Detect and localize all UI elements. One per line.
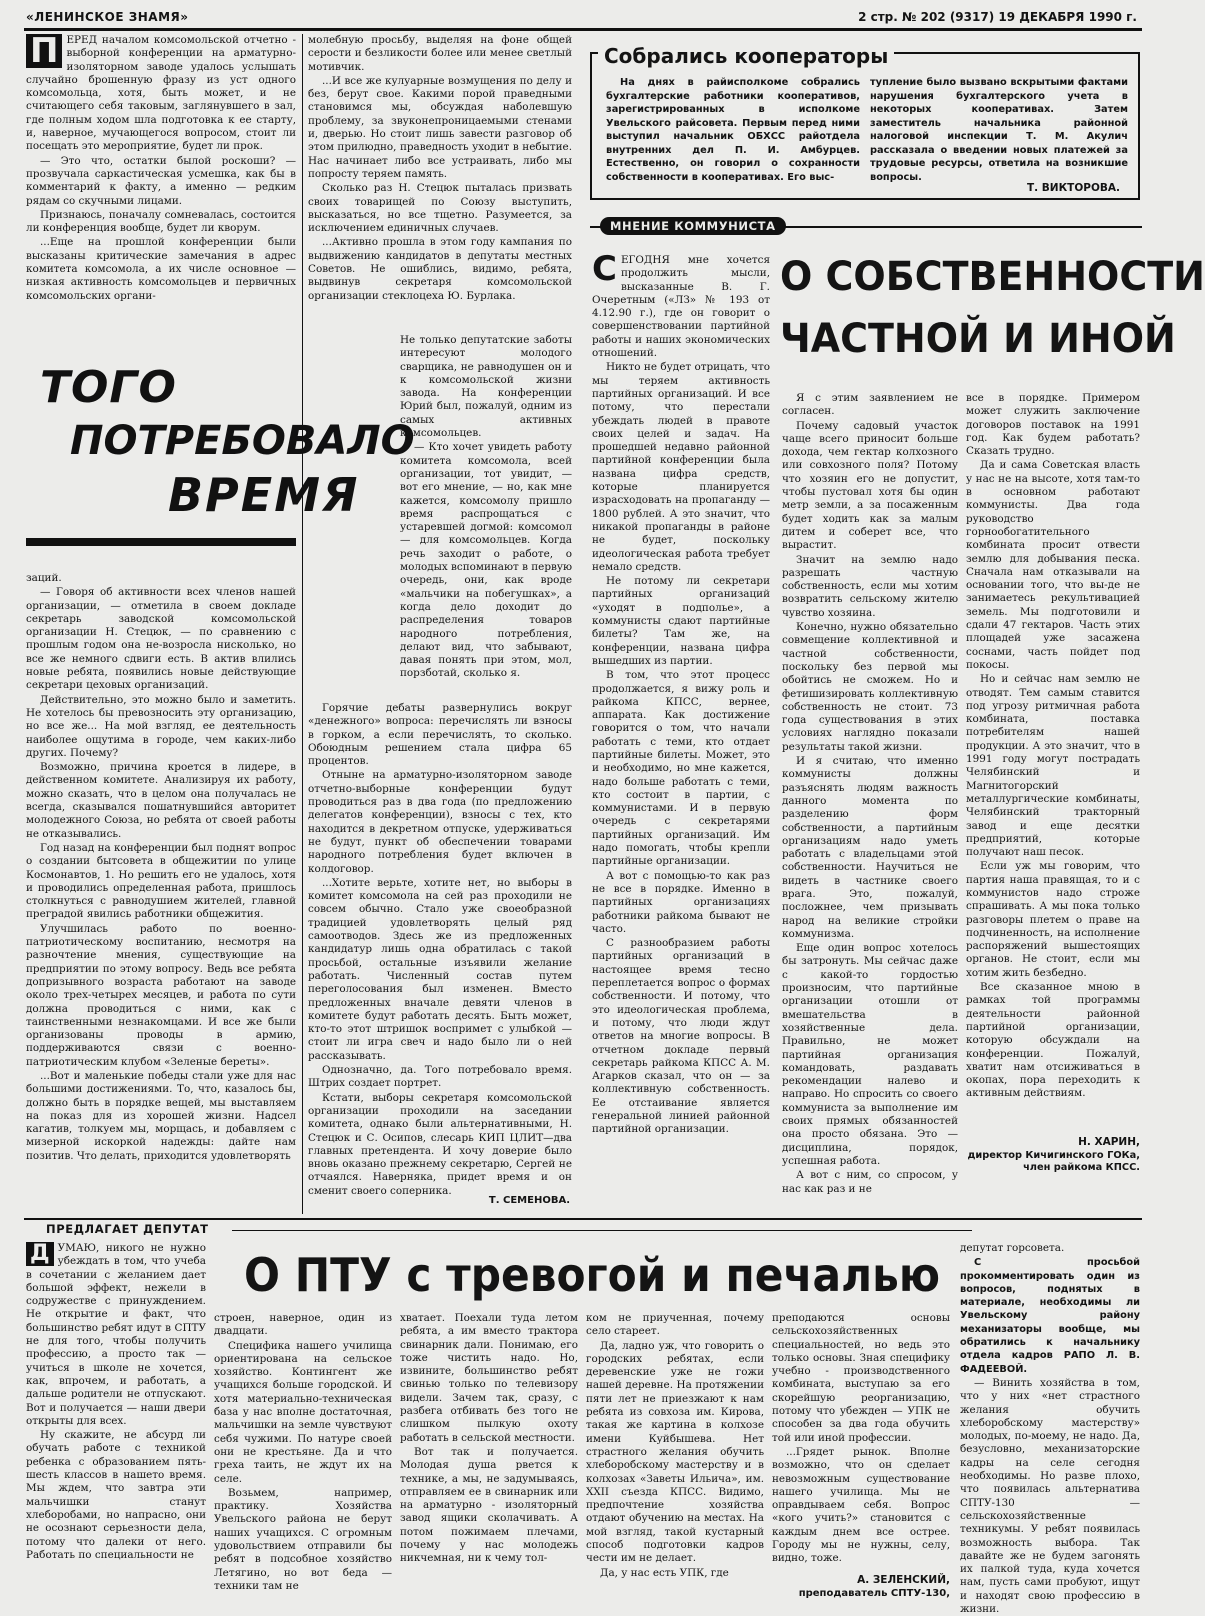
article4-author-title: преподаватель СПТУ-130, bbox=[798, 1588, 950, 1599]
paragraph: На днях в райисполкоме собрались бухгалтерские работники кооперативов, зарегистрированных в исполкоме Увельского райсовета. Первым перед ними выступил начальник ОБХСС райотдела внутренних дел П. И. Амбурцев. Естественно, он говорил о сохранности собственности в кооперативах. Его выс- bbox=[606, 77, 860, 183]
paragraph: — Кто хочет увидеть работу комитета комсомола, всей организации, тот увидит, — вот его мнение, — но, как мне кажется, комсомолу пришло время распрощаться с устаревшей догмой: комсомол — для комсомольцев. Когда речь заходит о работе, о молодых вспоминают в первую очередь, они, как вроде «мальчики на побегушках», а когда дело доходит до распределения товаров народного потребления, делают вид, что забывают, давая понять при этом, мол, порзботай, сколько я. bbox=[400, 441, 572, 680]
paragraph: Специфика нашего училища ориентирована на сельское хозяйство. Контингент же учащихся больше городской. И хотя материально-техническая база у нас вполне достаточная, мальчишки на земле чувствуют себя чужими. По натуре своей они не крестьяне. Да и что греха таить, не ждут их на селе. bbox=[214, 1339, 392, 1485]
article1-author: Т. СЕМЕНОВА. bbox=[488, 1195, 570, 1206]
article4-rubric: ПРЕДЛАГАЕТ ДЕПУТАТ bbox=[46, 1222, 209, 1236]
paragraph: Все сказанное мною в рамках той программы деятельности районной партийной организации, которую обсуждали на конференции. Пожалуй, хватит нам отсиживаться в окопах, пора переходить к активным действиям. bbox=[966, 981, 1140, 1100]
article1-title-line1: ТОГО bbox=[40, 362, 177, 413]
article4-col1 bbox=[26, 1242, 206, 1602]
article4-col2 bbox=[214, 1312, 392, 1602]
article1-title-line3: ВРЕМЯ bbox=[168, 468, 360, 522]
paragraph: все в порядке. Примером может служить заключение договоров поставок на 1991 год. Как будем работать? Сказать трудно. bbox=[966, 392, 1140, 458]
paragraph: Никто не будет отрицать, что мы теряем активность партийных организаций. И все потому, что перестали убеждать людей в правоте своих целей и задач. На прошедшей недавно районной партийной конференции была названа цифра средств, которые планируется израсходовать на пропаганду — 1800 рублей. А это значит, что никакой пропаганды в районе не будет, поскольку идеологическая работа требует немало средств. bbox=[592, 361, 770, 573]
article1-title-line2: ПОТРЕБОВАЛО bbox=[70, 418, 415, 464]
paragraph: Да, у нас есть УПК, где bbox=[600, 1566, 729, 1579]
paragraph: Действительно, это можно было и заметить. Не хотелось бы превозносить эту организацию, но все же... На мой взгляд, ее деятельность наиболее ощутима в городе, чем каких-либо других. Почему? bbox=[26, 693, 296, 759]
issue-info: 2 стр. № 202 (9317) 19 ДЕКАБРЯ 1990 г. bbox=[858, 10, 1137, 24]
article4-col5 bbox=[772, 1312, 950, 1574]
paragraph: И я считаю, что именно коммунисты должны разъяснять людям важность данного момента по разделению форм собственности, а партийным организациям надо уметь работать с владельцами этой собственности. Научиться не видеть в частнике своего врага. Это, пожалуй, посложнее, чем призывать народ на великие стройки коммунизма. bbox=[782, 755, 958, 940]
paragraph: Возможно, причина кроется в лидере, в действенном комитете. Анализируя их работу, можно сказать, что в целом она получалась не всегда, сказывался пошатнувшийся авторитет молодежного Союза, но ребята от своей работы не отказывались. bbox=[26, 761, 296, 840]
paragraph: депутат горсовета. bbox=[960, 1242, 1065, 1254]
article3-rubric: МНЕНИЕ КОММУНИСТА bbox=[600, 217, 786, 235]
paragraph: С просьбой прокомментировать один из вопросов, поднятых в материале, необходимы ли Увельскому району механизаторы вообще, мы обратились к начальнику отдела кадров РАПО Л. В. ФАДЕЕВОЙ. bbox=[960, 1257, 1140, 1375]
article3-title-line2: ЧАСТНОЙ И ИНОЙ bbox=[780, 316, 1176, 362]
paragraph: строен, наверное, один из двадцати. bbox=[214, 1312, 392, 1338]
article3-col3 bbox=[966, 392, 1140, 1132]
paragraph: Однозначно, да. Того потребовало время. Штрих создает портрет. bbox=[308, 1064, 572, 1090]
paragraph: Не только депутатские заботы интересуют молодого сварщика, не равнодушен он и к комсомольской жизни завода. На конференции Юрий был, пожалуй, одним из самых активных комсомольцев. bbox=[400, 334, 572, 440]
article4-author: А. ЗЕЛЕНСКИЙ, bbox=[857, 1574, 950, 1586]
paragraph: заций. bbox=[26, 572, 62, 584]
column-divider bbox=[302, 34, 303, 1214]
paragraph: Еще один вопрос хотелось бы затронуть. Мы сейчас даже с какой-то гордостью произносим, что партийные организации отошли от вмешательства в хозяйственные дела. Правильно, не может партийная организация командовать, раздавать рекомендации налево и направо. Но спросить со своего коммуниста за выполнение им своих прямых обязанностей она просто обязана. Это — дисциплина, порядок, успешная работа. bbox=[782, 942, 958, 1167]
rubric-underline bbox=[232, 1230, 972, 1231]
paragraph: ...Вот и маленькие победы стали уже для нас большими достижениями. То, что, казалось бы, должно быть в порядке вещей, мы выставляем на показ для из хорошей жизни. Надсел кагатив, толкуем мы, морщась, и добавляем с мизерной искоркой надежды: дайте нам позитив. Что делать, приходится удовлетворять bbox=[26, 1069, 296, 1162]
paragraph: Признаюсь, поначалу сомневалась, состоится ли конференция вообще, будет ли кворум. bbox=[26, 208, 296, 235]
paragraph: Кстати, выборы секретаря комсомольской организации проходили на заседании комитета, однако были альтернативными, Н. Стецюк и С. Осипов, слесарь КИП ЦЛИТ—два главных претендента. И хочу доверие было вновь оказано прежнему секретарю, Сергей не отчаялся. Наверняка, придет время и он сменит своего соперника. bbox=[308, 1091, 572, 1197]
paragraph: С разнообразием работы партийных организаций в настоящее время тесно переплетается вопрос о формах собственности. И потому, что это идеологическая проблема, и потому, что люди ждут ответов на многие вопросы. В отчетном докладе первый секретарь райкома КПСС А. М. Агарков сказал, что он — за коллективную собственность. Ее отстаивание является генеральной линией районной партийной организации. bbox=[592, 937, 770, 1136]
article3-title-line1: О СОБСТВЕННОСТИ bbox=[780, 254, 1205, 300]
paragraph: Не потому ли секретари партийных организаций «уходят в подполье», а коммунисты сдают партийные билеты? Там же, на конференции, названа цифра вышедших из партии. bbox=[592, 575, 770, 667]
paragraph: ...И все же кулуарные возмущения по делу и без, берут свое. Какими порой праведными становимся мы, обсуждая наболевшую проблему, за звуконепроницаемыми стенами и, дверью. Но стоит лишь завести разговор об этом прилюдно, праведность уходит в небытие. Нас начинает либо все устраивать, либо мы попросту теряем память. bbox=[308, 74, 572, 180]
paragraph: ЕРЕД началом комсомольской отчетно - выборной конференции на арматурно-изоляторном заводе удалось услышать случайно брошенную фразу из уст одного комсомольца, хотя, быть может, и не считающего себя таковым, заглянувшего в зал, где полным ходом шла подготовка к ее старту, и, наверное, мучающегося вопросом, стоит ли посещать это мероприятие, будет ли прок. bbox=[26, 34, 296, 153]
paragraph: тупление было вызвано вскрытыми фактами нарушения бухгалтерского учета в некоторых кооперативах. Затем заместитель начальника районной налоговой инспекции Т. М. Акулич рассказала о введении новых платежей за трудовые ресурсы, ответила на возникшие вопросы. bbox=[870, 77, 1128, 183]
paragraph: Улучшилась работо по военно-патриотическому воспитанию, несмотря на разночтение мнения, существующие на предприятии по этому вопросу. Ведь все ребята допризывного возраста работают на заводе около трех-четырех месяцев, и работа по сути должна проводиться с ними, как с таинственными незнакомцами. И все же были организованы проводы в армию, поддерживаются связи с военно-патриотическим клубом «Зеленые береты». bbox=[26, 922, 296, 1068]
paragraph: Значит на землю надо разрешать частную собственность, если мы хотим возвратить сельскому жителю чувство хозяина. bbox=[782, 553, 958, 619]
article1-dropcap: П bbox=[26, 34, 62, 68]
article4-title: О ПТУ с тревогой и печалью bbox=[244, 1248, 940, 1302]
article2-col2 bbox=[870, 76, 1128, 182]
article3-dropcap: С bbox=[592, 249, 617, 289]
article3-author: Н. ХАРИН, bbox=[1078, 1136, 1140, 1148]
paragraph: Год назад на конференции был поднят вопрос о создании бытсовета в общежитии по улице Космонавтов, 1. Но решить его не удалось, хотя и проводились определенная работа, пришлось столкнуться с равнодушием жителей, главной преградой явились работники общежития. bbox=[26, 841, 296, 921]
paragraph: хватает. Поехали туда летом ребята, а им вместо трактора свинарник дали. Понимаю, его тоже чистить надо. Но, извините, большинство ребят свинью только по телевизору видели. Зачем так, сразу, с разбега отбивать без того не слишком пылкую охоту работать в сельской местности. bbox=[400, 1312, 578, 1444]
section-rule bbox=[24, 1218, 1142, 1220]
article2-author: Т. ВИКТОРОВА. bbox=[1026, 182, 1120, 194]
article3-col2 bbox=[782, 392, 958, 1214]
paragraph: ...Грядет рынок. Вполне возможно, что он сделает невозможным существование нашего училища. Мы не оправдываем себя. Вопрос «кого учить?» становится с каждым днем все острее. Городу мы не нужны, селу, видно, тоже. bbox=[772, 1445, 950, 1565]
article3-author-title: директор Кичигинского ГОКа, член райкома КПСС. bbox=[967, 1150, 1140, 1173]
paragraph: — Говоря об активности всех членов нашей организации, — отметила в своем докладе секретарь заводской комсомольской организации Н. Стецюк, — по сравнению с прошлым годом она не-возросла нисколько, но все же немного сдвиги есть. В актив влились новые ребята, появились новые действующие секретари цеховых организаций. bbox=[26, 586, 296, 692]
paragraph: преподаются основы сельскохозяйственных специальностей, но ведь это только основы. Зная специфику учебно - производственного комбината, выступаю за его скорейшую реорганизацию, потому что убежден — УПК не способен за два года обучить той или иной профессии. bbox=[772, 1312, 950, 1444]
article4-dropcap: Д bbox=[26, 1242, 54, 1266]
paragraph: Да, ладно уж, что говорить о городских ребятах, если деревенские уже не гожи нашей деревне. На протяжении пяти лет не приезжают к нам ребята из совхоза им. Кирова, такая же картина в колхозе имени Куйбышева. Нет страстного желания обучить хлеборобскому мастерству и в колхозах «Заветы Ильича», им. XXII съезда КПСС. Видимо, предпочтение хозяйства отдают обучению на местах. На мой взгляд, такой кустарный способ подготовки кадров чести им не делает. bbox=[586, 1339, 764, 1565]
paragraph: Сколько раз Н. Стецюк пыталась призвать своих товарищей по Союзу выступить, высказаться, но все тщетно. Разумеется, за исключением единичных случаев. bbox=[308, 182, 572, 235]
paragraph: ...Активно прошла в этом году кампания по выдвижению кандидатов в депутаты местных Советов. Не ошиблись, видимо, ребята, выдвинув секретаря комсомольской организации стеклоцеха Ю. Бурлака. bbox=[308, 236, 572, 302]
paragraph: ...Хотите верьте, хотите нет, но выборы в комитет комсомола на сей раз проходили не совсем обычно. Стало уже своеобразной традицией удовлетворять целый ряд самоотводов. Здесь же из предложенных кандидатур лишь одна обратилась с такой просьбой, остальные изъявили желание работать. Численный состав путем переголосования был изменен. Вместо предложенных вначале девяти членов в комитете будут работать десять. Быть может, кто-то этот штришок воспримет с улыбкой — стоит ли игра свеч и надо было ли о ней рассказывать. bbox=[308, 876, 572, 1062]
header-rule bbox=[24, 28, 1142, 31]
paragraph: Да и сама Советская власть у нас не на высоте, хотя там-то в основном работают коммунисты. Два года руководство горнообогатительного комбината просит отвести землю для добывания песка. Сначала нам отказывали на основании того, что вы-де не занимаетесь рекультивацией земель. Мы подготовили и сдали 47 гектаров. Часть этих площадей уже засажена соснами, часть пойдет под покосы. bbox=[966, 459, 1140, 671]
article4-col3 bbox=[400, 1312, 578, 1602]
paragraph: ЕГОДНЯ мне хочется продолжить мысли, высказанные В. Г. Очеретным («ЛЗ» № 193 от 4.12.90 г.), где он говорит о совершенствовании партийной работы и наших экономических отношений. bbox=[592, 254, 770, 360]
article1-col1-top bbox=[26, 31, 296, 334]
paragraph: В том, что этот процесс продолжается, я вижу роль и райкома КПСС, вернее, аппарата. Как достижение говорится о том, что начали работать с теми, кто отдает партийные билеты. Может, это и необходимо, но мне кажется, надо больше работать с теми, кто состоит в партии, с коммунистами. И в первую очередь с секретарями партийных организаций. Им надо помогать, чтобы крепли партийные организации. bbox=[592, 669, 770, 868]
paragraph: Ну скажите, не абсурд ли обучать работе с техникой ребенка с образованием пять-шесть классов в нашето время. Мы ждем, что завтра эти мальчишки станут хлеборобами, но напрасно, они не осознают серьезности дела, потому что далеки от него. Работать по специальности не bbox=[26, 1429, 206, 1561]
paragraph: Возьмем, например, практику. Хозяйства Увельского района не берут наших учащихся. С огромным удовольствием отправили бы ребят в подсобное хозяйство Летягино, но вот беда — техники там не bbox=[214, 1486, 392, 1592]
paragraph: Я с этим заявлением не согласен. bbox=[782, 392, 958, 418]
paragraph: молебную просьбу, выделяя на фоне общей серости и безликости более или менее светлый мотивчик. bbox=[308, 34, 572, 73]
paragraph: А вот с ним, со спросом, у нас как раз и не bbox=[782, 1169, 958, 1195]
article1-col2-mid bbox=[400, 334, 572, 680]
paragraph: Горячие дебаты развернулись вокруг «денежного» вопроса: перечислять ли взносы в горком, а если перечислять, то сколько. Обоюдным решением стала цифра 65 процентов. bbox=[308, 702, 572, 768]
paragraph: Отныне на арматурно-изоляторном заводе отчетно-выборные конференции будут проводиться раз в два года (по предложению делегатов конференции), взносы с тех, кто находится в декретном отпуске, удерживаться не будут, пункт об обеспечении товарами народного потребления будет включен в колдоговор. bbox=[308, 769, 572, 875]
article3-col1 bbox=[592, 249, 770, 1214]
article1-col2-bottom bbox=[308, 702, 572, 1197]
paragraph: Конечно, нужно обязательно совмещение коллективной и частной собственности, поскольку без первой мы обойтись не сможем. Но и фетишизировать коллективную собственность не стоит. 73 года существования в этих условиях наглядно показали результаты такой жизни. bbox=[782, 621, 958, 753]
paragraph: Вот так и получается. Молодая душа рвется к технике, а мы, не задумываясь, отправляем ее в свинарник или на арматурно - изоляторный завод ящики сколачивать. А потом пожимаем плечами, почему у нас молодежь никчемная, ни к чему тол- bbox=[400, 1445, 578, 1565]
paragraph: ком не приученная, почему село стареет. bbox=[586, 1312, 764, 1338]
newspaper-name: «ЛЕНИНСКОЕ ЗНАМЯ» bbox=[26, 10, 189, 24]
paragraph: Почему садовый участок чаще всего приносит больше дохода, чем гектар колхозного или совхозного поля? Потому что хозяин его не допустит, чтобы пустовал хотя бы один метр земли, а за посаженным будет ходить как за малым дитем и соберет все, что вырастит. bbox=[782, 419, 958, 552]
paragraph: Если уж мы говорим, что партия наша правящая, то и с коммунистов надо строже спрашивать. А мы пока только разговоры плетем о праве на подчиненность, на исполнение распоряжений вышестоящих органов. Не стоит, если мы хотим жить безбедно. bbox=[966, 860, 1140, 979]
paragraph: ...Еще на прошлой конференции были высказаны критические замечания в адрес комитета комсомола, а их числе основное — низкая активность комсомольцев и первичных комсомольских органи- bbox=[26, 236, 296, 302]
paragraph: УМАЮ, никого не нужно убеждать в том, что учеба в сочетании с желанием дает большой эффект, нежели в содружестве с принуждением. Не открытие и факт, что большинство ребят идут в СПТУ не для того, чтобы получить профессию, а просто так — учиться в школе не хочется, как, впрочем, и работать, а дальше родители не отпускают. Вот и получается — наши двери открыты для всех. bbox=[26, 1242, 206, 1427]
title-rule bbox=[26, 538, 296, 546]
paragraph: А вот с помощью-то как раз не все в порядке. Именно в партийных организациях работники райкома бывают не часто. bbox=[592, 869, 770, 935]
article2-col1 bbox=[606, 76, 860, 196]
paragraph: Но и сейчас нам землю не отводят. Тем самым ставится под угрозу ритмичная работа комбината, поставка потребителям нашей продукции. А это значит, что в 1991 году могут пострадать Челябинский и Магнитогорский металлургические комбинаты, Челябинский тракторный завод и еще десятки предприятий, которые получают наш песок. bbox=[966, 673, 1140, 859]
article1-col1-bottom bbox=[26, 572, 296, 1212]
paragraph: — Это что, остатки былой роскоши? — прозвучала саркастическая усмешка, как бы в комментарий к факту, а именно — редким рядам со скучными лицами. bbox=[26, 154, 296, 207]
article4-col4 bbox=[586, 1312, 764, 1602]
paragraph: — Винить хозяйства в том, что у них «нет страстного желания обучить хлеборобскому мастерству» молодых, по-моему, не надо. Да, безусловно, механизаторские кадры на селе сегодня необходимы. Но разве плохо, что появилась альтернатива СПТУ-130 — сельскохозяйственные техникумы. У ребят появилась возможность выбора. Так давайте же не будем загонять их палкой туда, куда хочется нам, пусть сами пробуют, ищут и находят свою профессию в жизни. bbox=[960, 1376, 1140, 1616]
article2-title: Собрались кооператоры bbox=[598, 44, 894, 68]
article1-col2-top bbox=[308, 34, 572, 330]
article4-col6 bbox=[960, 1242, 1140, 1616]
